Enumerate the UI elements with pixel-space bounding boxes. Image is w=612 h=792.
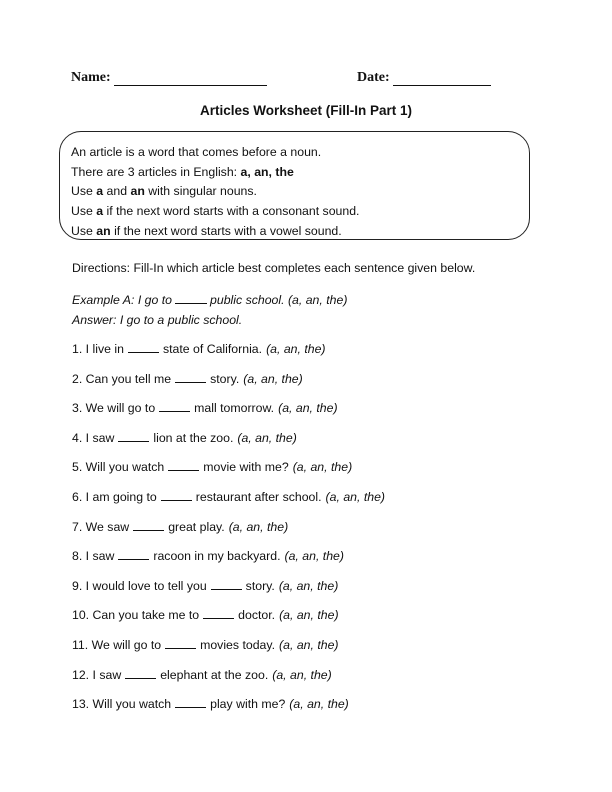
question-text: 12. I saw	[72, 667, 122, 682]
answer-blank[interactable]	[175, 696, 206, 708]
question-text: 13. Will you watch	[72, 697, 172, 712]
rule-text: and	[103, 184, 131, 199]
question-text: great play.	[168, 519, 225, 534]
answer-blank[interactable]	[125, 667, 156, 679]
worksheet-title: Articles Worksheet (Fill-In Part 1)	[199, 103, 413, 118]
article-a: a	[96, 204, 104, 219]
question-text: movies today.	[200, 638, 276, 652]
question-row	[72, 578, 338, 593]
answer-options: (a, an, the)	[292, 460, 353, 475]
question-text: 10. Can you take me to	[72, 608, 200, 623]
question-text: 4. I saw	[72, 430, 115, 445]
question-row	[72, 489, 385, 504]
answer-blank[interactable]	[159, 400, 190, 412]
question-text: 6. I am going to	[72, 490, 157, 504]
question-row	[72, 667, 332, 682]
question-text: movie with me?	[203, 460, 289, 475]
rule-text: if the next word starts with a consonant sound.	[103, 204, 360, 219]
date-field[interactable]	[357, 70, 491, 86]
name-label: Name:	[71, 70, 111, 85]
rule-text: Use	[71, 223, 97, 238]
directions: Directions: Fill-In which article best completes each sentence given below.	[72, 261, 476, 275]
question-text: restaurant after school.	[195, 490, 322, 504]
answer-blank[interactable]	[168, 459, 199, 471]
header-row	[71, 70, 512, 90]
question-text: play with me?	[210, 697, 286, 712]
rule-text: Use	[71, 204, 97, 219]
question-text: story.	[210, 371, 240, 386]
answer-options: (a, an, the)	[279, 608, 339, 623]
article-a: a	[96, 184, 104, 199]
answer-options: (a, an, the)	[272, 667, 332, 682]
answer-options: (a, an, the)	[284, 549, 344, 564]
answer-options: (a, an, the)	[278, 578, 339, 593]
article-an: an	[130, 184, 145, 199]
question-text: 8. I saw	[72, 549, 115, 564]
question-text: 3. We will go to	[72, 401, 156, 416]
article-an: an	[96, 223, 111, 238]
example-suffix: public school. (a, an, the)	[210, 293, 348, 307]
question-row	[72, 519, 288, 534]
question-row	[72, 607, 339, 622]
rule-line	[71, 202, 529, 222]
example-blank	[175, 292, 207, 304]
question-row	[72, 430, 297, 445]
question-text: 5. Will you watch	[72, 460, 165, 475]
articles-list: a, an, the	[240, 164, 294, 179]
question-row	[72, 371, 303, 386]
question-text: story.	[245, 578, 275, 593]
rule-text: An article is a word that comes before a noun.	[71, 145, 322, 159]
question-text: mall tomorrow.	[194, 401, 275, 416]
example-question	[72, 290, 347, 310]
rule-text: with singular nouns.	[144, 184, 257, 199]
question-row	[72, 341, 326, 356]
answer-options: (a, an, the)	[237, 430, 297, 445]
answer-options: (a, an, the)	[278, 401, 338, 416]
rule-line	[71, 163, 529, 183]
answer-options: (a, an, the)	[228, 519, 289, 534]
rule-text: Use	[71, 184, 97, 199]
example-block	[72, 290, 347, 330]
rule-line	[71, 222, 529, 242]
name-field[interactable]	[71, 70, 267, 86]
name-blank-line[interactable]	[114, 71, 267, 86]
question-text: lion at the zoo.	[153, 430, 234, 445]
answer-blank[interactable]	[161, 489, 192, 501]
question-text: doctor.	[238, 608, 276, 623]
answer-options: (a, an, the)	[325, 490, 386, 504]
question-text: 1. I live in	[72, 342, 124, 356]
question-row	[72, 696, 349, 711]
date-blank-line[interactable]	[393, 71, 491, 86]
question-row	[72, 400, 338, 415]
example-prefix: Example A: I go to	[72, 293, 173, 307]
question-text: elephant at the zoo.	[160, 667, 269, 682]
question-row	[72, 548, 344, 563]
answer-blank[interactable]	[175, 371, 206, 383]
date-label: Date:	[357, 70, 390, 85]
answer-options: (a, an, the)	[243, 371, 303, 386]
example-answer: Answer: I go to a public school.	[72, 313, 243, 327]
answer-options: (a, an, the)	[266, 342, 326, 356]
question-text: 2. Can you tell me	[72, 371, 172, 386]
answer-options: (a, an, the)	[279, 638, 339, 652]
answer-blank[interactable]	[118, 548, 149, 560]
question-text: racoon in my backyard.	[153, 549, 281, 564]
rule-line	[71, 143, 529, 163]
answer-options: (a, an, the)	[289, 697, 349, 712]
answer-blank[interactable]	[118, 430, 149, 442]
answer-blank[interactable]	[133, 519, 164, 531]
question-text: state of California.	[162, 342, 263, 356]
question-text: 11. We will go to	[72, 638, 162, 652]
question-row	[72, 637, 339, 652]
answer-blank[interactable]	[203, 607, 234, 619]
rule-text: There are 3 articles in English:	[71, 164, 241, 179]
answer-blank[interactable]	[165, 637, 196, 649]
question-text: 9. I would love to tell you	[72, 578, 207, 593]
rule-text: if the next word starts with a vowel sound.	[110, 223, 342, 238]
article-rules-box	[59, 131, 530, 240]
answer-blank[interactable]	[128, 341, 159, 353]
question-row	[72, 459, 352, 474]
answer-blank[interactable]	[211, 578, 242, 590]
rule-line	[71, 182, 529, 202]
question-text: 7. We saw	[72, 519, 130, 534]
